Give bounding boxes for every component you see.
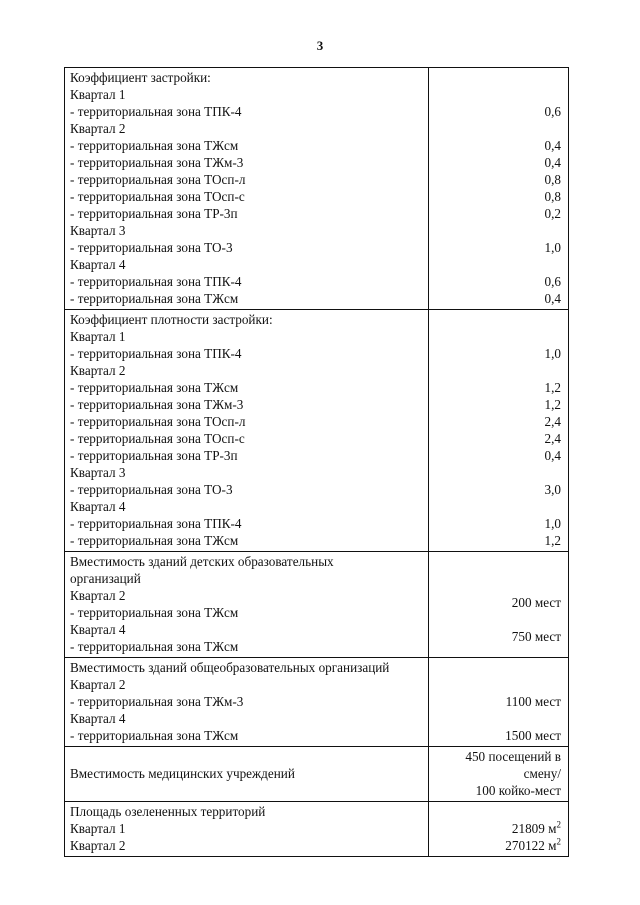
section-title: Коэффициент застройки: <box>70 70 211 85</box>
value-line: 100 койко-мест <box>475 783 561 798</box>
row-label: Квартал 2 <box>70 588 126 603</box>
row-label: Квартал 4 <box>70 622 126 637</box>
row-value: 0,6 <box>544 274 561 289</box>
row-value: 1,0 <box>544 240 561 255</box>
row-label: - территориальная зона ТЖсм <box>70 728 239 743</box>
build-coef-value-cell <box>429 68 569 310</box>
row-label: - территориальная зона ТЖм-3 <box>70 397 244 412</box>
row-label: - территориальная зона ТЖсм <box>70 380 239 395</box>
row-value: 1,0 <box>544 346 561 361</box>
row-label: Квартал 1 <box>70 821 126 836</box>
table-row-density-coef <box>65 310 569 552</box>
row-value: 1500 мест <box>505 728 561 743</box>
row-value <box>434 328 561 345</box>
row-value: 1,2 <box>544 397 561 412</box>
section-title: Вместимость зданий детских образовательных <box>70 554 334 569</box>
row-value: 0,8 <box>544 189 561 204</box>
row-label: - территориальная зона ТПК-4 <box>70 104 242 119</box>
value-line: 450 посещений в <box>465 749 561 764</box>
row-value: 1,2 <box>544 533 561 548</box>
row-label: - территориальная зона ТЖсм <box>70 138 239 153</box>
table-row-preschool <box>65 552 569 658</box>
area-unit-power: 2 <box>556 836 561 847</box>
table-row-medical <box>65 747 569 802</box>
row-value: 3,0 <box>544 482 561 497</box>
parameters-table <box>64 67 569 857</box>
row-label: - территориальная зона ТЖсм <box>70 605 239 620</box>
row-label: - территориальная зона ТЖсм <box>70 291 239 306</box>
row-label: Квартал 3 <box>70 223 126 238</box>
row-label: Квартал 1 <box>70 87 126 102</box>
section-title: Коэффициент плотности застройки: <box>70 312 273 327</box>
area-number: 270122 м <box>505 838 557 853</box>
row-value <box>434 256 561 273</box>
row-value: 0,6 <box>544 104 561 119</box>
row-value: 1,2 <box>544 380 561 395</box>
row-label: - территориальная зона ТОсп-с <box>70 189 245 204</box>
table-row-green <box>65 802 569 857</box>
density-coef-value-cell <box>429 310 569 552</box>
row-value <box>434 464 561 481</box>
row-value-area <box>434 837 561 854</box>
row-label: Квартал 1 <box>70 329 126 344</box>
row-label: - территориальная зона ТР-3п <box>70 448 238 463</box>
row-value: 0,4 <box>544 138 561 153</box>
row-label: Квартал 2 <box>70 121 126 136</box>
row-label: - территориальная зона ТО-3 <box>70 482 233 497</box>
page-number: 3 <box>316 38 324 53</box>
table-row-build-coef <box>65 68 569 310</box>
row-label: - территориальная зона ТЖсм <box>70 533 239 548</box>
preschool-label-cell <box>65 552 429 658</box>
area-number: 21809 м <box>511 821 557 836</box>
row-label: - территориальная зона ТОсп-л <box>70 414 246 429</box>
row-value: 0,4 <box>544 448 561 463</box>
row-label: - территориальная зона ТЖм-3 <box>70 155 244 170</box>
row-label: Квартал 2 <box>70 363 126 378</box>
row-value: 1,0 <box>544 516 561 531</box>
row-value: 0,2 <box>544 206 561 221</box>
density-coef-label-cell <box>65 310 429 552</box>
row-value: 0,4 <box>544 155 561 170</box>
green-value-cell <box>429 802 569 857</box>
schools-label-cell <box>65 658 429 747</box>
row-label: - территориальная зона ТПК-4 <box>70 346 242 361</box>
row-label: - территориальная зона ТПК-4 <box>70 516 242 531</box>
schools-value-cell <box>429 658 569 747</box>
row-label: - территориальная зона ТОсп-л <box>70 172 246 187</box>
table-row-schools <box>65 658 569 747</box>
section-title: Площадь озелененных территорий <box>70 804 266 819</box>
row-value <box>434 222 561 239</box>
preschool-value-cell <box>429 552 569 658</box>
row-label: - территориальная зона ТЖсм <box>70 639 239 654</box>
section-title-continued: организаций <box>70 571 141 586</box>
medical-value-cell <box>429 747 569 802</box>
row-value: 750 мест <box>511 629 561 644</box>
row-value <box>434 86 561 103</box>
row-value: 2,4 <box>544 431 561 446</box>
row-value: 200 мест <box>511 595 561 610</box>
section-title: Вместимость медицинских учреждений <box>70 766 295 781</box>
row-label: Квартал 4 <box>70 711 126 726</box>
section-title: Вместимость зданий общеобразовательных организаций <box>70 660 390 675</box>
row-value <box>434 120 561 137</box>
row-label: Квартал 2 <box>70 838 126 853</box>
row-label: - территориальная зона ТПК-4 <box>70 274 242 289</box>
area-unit-power: 2 <box>556 819 561 830</box>
row-label: Квартал 3 <box>70 465 126 480</box>
row-label: Квартал 4 <box>70 499 126 514</box>
row-label: - территориальная зона ТОсп-с <box>70 431 245 446</box>
row-label: Квартал 2 <box>70 677 126 692</box>
row-value: 0,4 <box>544 291 561 306</box>
row-value <box>434 362 561 379</box>
row-value: 1100 мест <box>505 694 561 709</box>
row-label: - территориальная зона ТЖм-3 <box>70 694 244 709</box>
row-value-area <box>434 820 561 837</box>
row-label: - территориальная зона ТО-3 <box>70 240 233 255</box>
row-label: - территориальная зона ТР-3п <box>70 206 238 221</box>
green-label-cell <box>65 802 429 857</box>
row-value: 0,8 <box>544 172 561 187</box>
build-coef-label-cell <box>65 68 429 310</box>
row-value <box>434 498 561 515</box>
value-line: смену/ <box>523 766 561 781</box>
row-value: 2,4 <box>544 414 561 429</box>
medical-label-cell <box>65 747 429 802</box>
row-label: Квартал 4 <box>70 257 126 272</box>
